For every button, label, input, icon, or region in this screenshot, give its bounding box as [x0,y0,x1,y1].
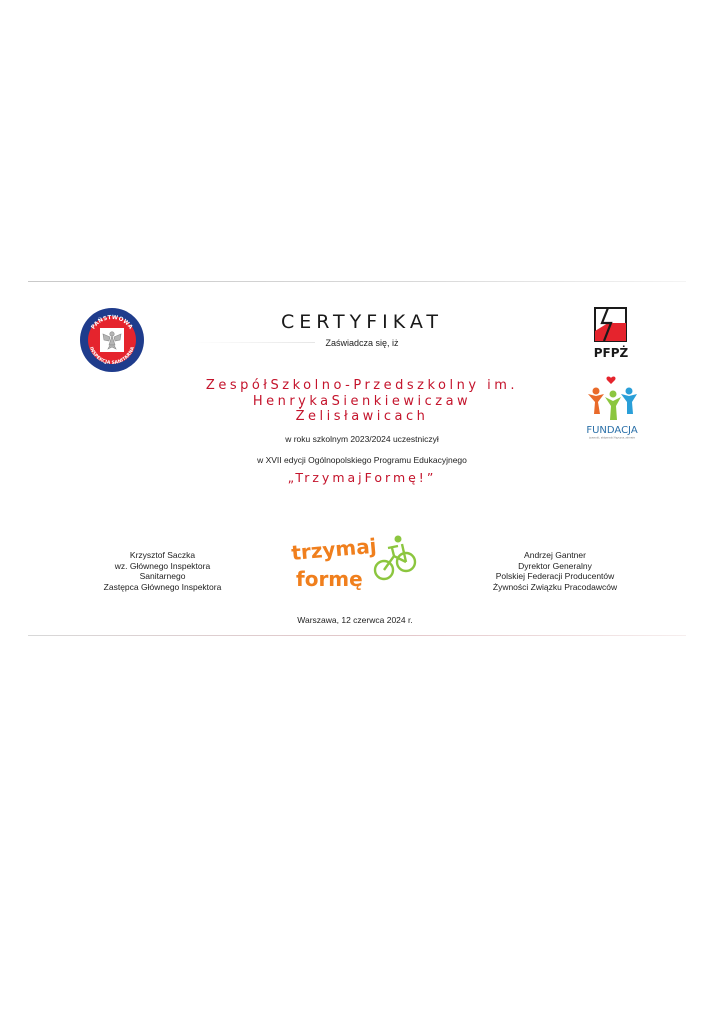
pfpz-logo [590,305,632,361]
pfpz-text: PFPŻ [593,346,629,360]
edition-line: w XVII edycji Ogólnopolskiego Programu Edukacyjnego [257,455,467,465]
top-divider [28,281,686,282]
bicycle-icon [375,544,415,579]
pis-bottom-text: INSPEKCJA SANITARNA [87,346,137,367]
fundacja-text: FUNDACJA [586,425,638,436]
trzymaj-forme-logo [288,530,423,595]
signatory-right [480,550,630,592]
people-icon [588,388,637,421]
signatory-left-role-2: Sanitarnego [139,571,186,581]
certificate-subtitle: Zaświadcza się, iż [325,338,399,348]
signatory-left [95,550,230,592]
pis-top-text: PAŃSTWOWA [90,314,134,331]
signatory-right-role-3: Żywności Związku Pracodawców [492,581,618,592]
signatory-left-role-3: Zastępca Głównego Inspektora [103,581,222,592]
school-name-line-1: ZespółSzkolno-Przedszkolny im. [205,378,519,393]
school-name-line-2: HenrykaSienkiewiczaw [252,394,472,409]
fundacja-logo [580,374,644,440]
fundacja-tagline: żywność, aktywność fizyczna, zdrowie [589,436,635,440]
place-date: Warszawa, 12 czerwca 2024 r. [297,615,413,625]
program-name: „TrzymajFormę!” [287,470,437,485]
forme-text: formę [296,567,363,591]
school-name-line-3: Żelisławicach [295,409,429,424]
signatory-right-role-1: Dyrektor Generalny [518,560,592,571]
signatory-left-name: Krzysztof Saczka [129,550,196,560]
signatory-right-name: Andrzej Gantner [524,550,586,560]
year-line: w roku szkolnym 2023/2024 uczestniczył [285,434,439,444]
signatory-left-role-1: wz. Głównego Inspektora [114,560,211,571]
pis-logo [79,307,145,373]
signatory-right-role-2: Polskiej Federacji Producentów [495,571,615,581]
trzymaj-text: trzymaj [290,533,378,565]
bottom-divider [28,635,686,636]
certificate-title: CERTYFIKAT [280,311,444,333]
